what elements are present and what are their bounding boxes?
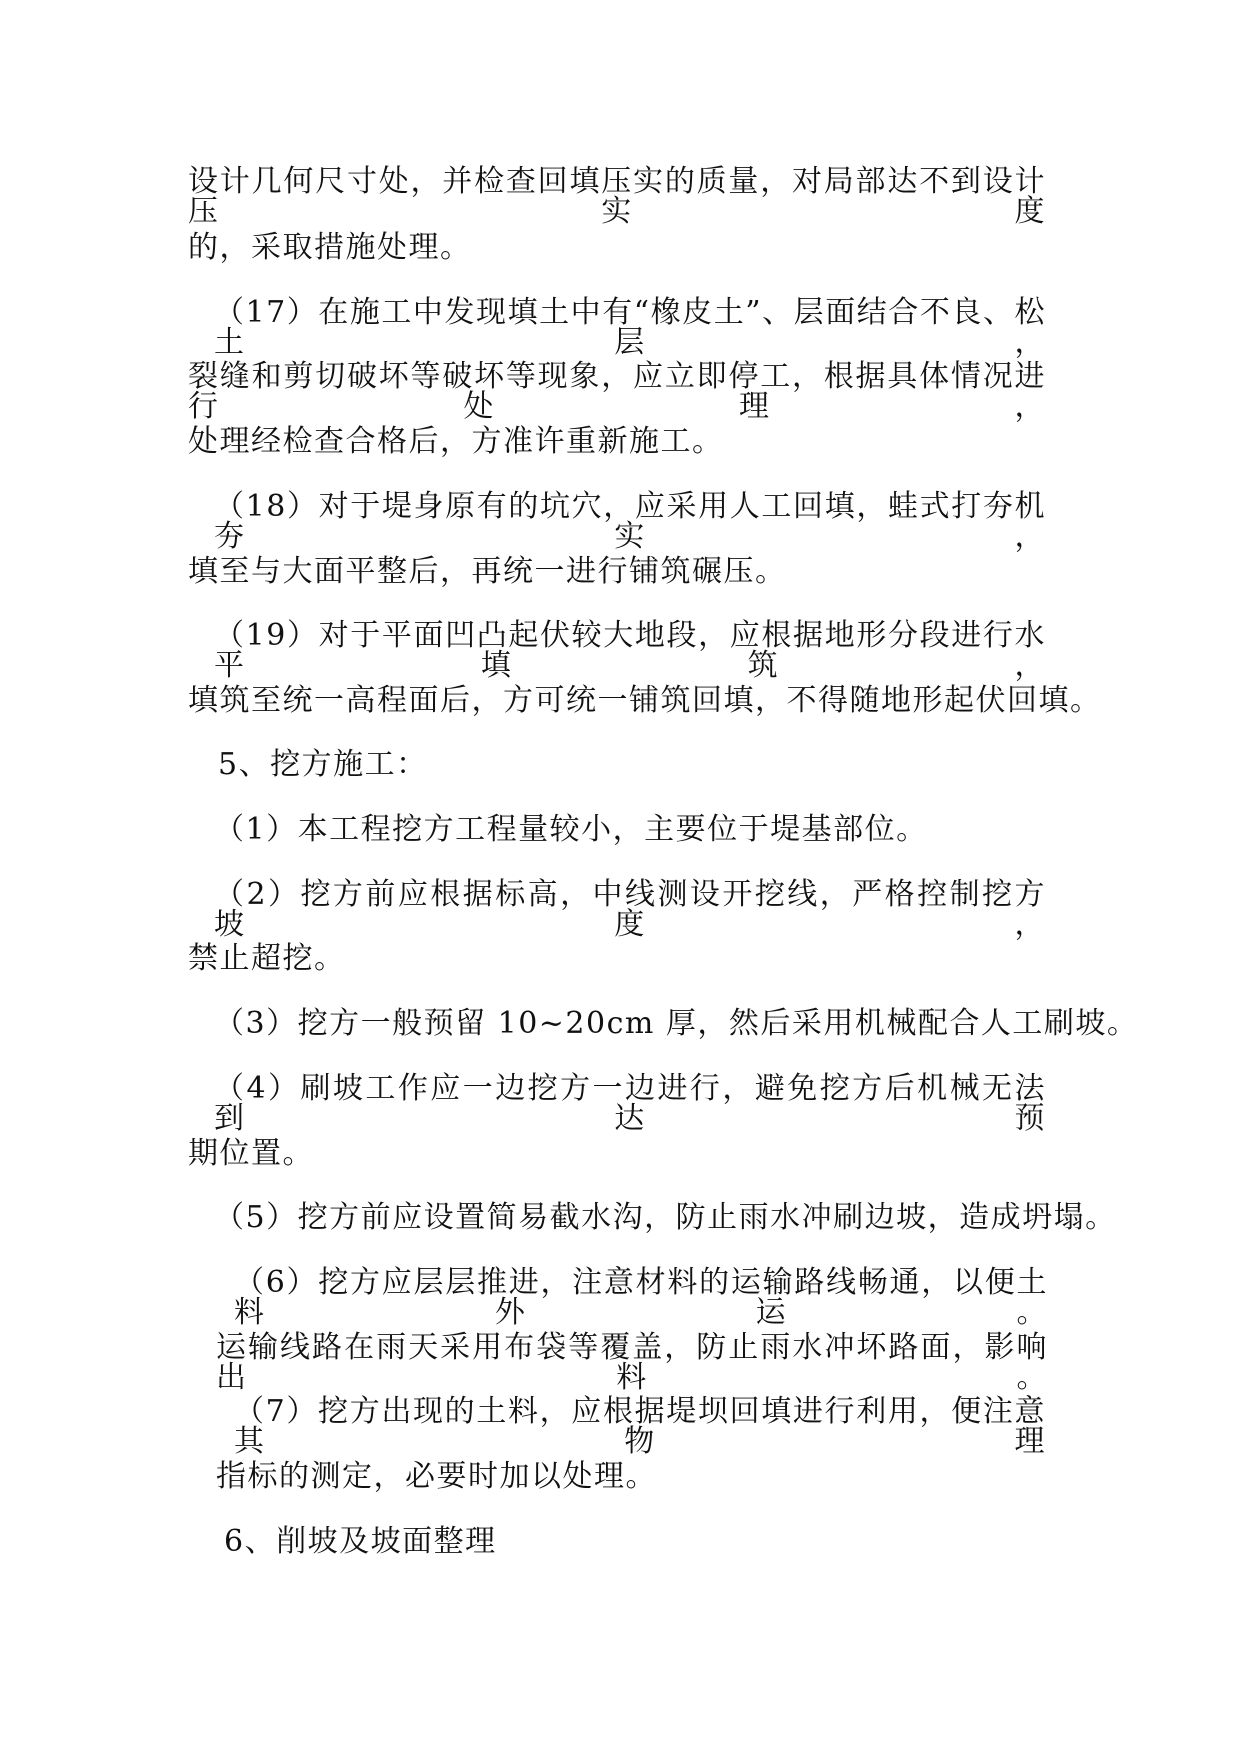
section-heading-6: 6、削坡及坡面整理 bbox=[224, 1524, 497, 1559]
text-line-13: 禁止超挖。 bbox=[188, 941, 346, 976]
text-line-1: 设计几何尺寸处，并检查回填压实的质量，对局部达不到设计压实度 bbox=[188, 164, 1046, 229]
text-line-17: （5）挖方前应设置简易截水沟，防止雨水冲刷边坡，造成坍塌。 bbox=[214, 1200, 1117, 1235]
text-line-7: 填至与大面平整后，再统一进行铺筑碾压。 bbox=[188, 554, 787, 589]
text-line-3: （17）在施工中发现填土中有“橡皮土”、层面结合不良、松土层， bbox=[214, 295, 1046, 360]
text-line-11: （1）本工程挖方工程量较小，主要位于堤基部位。 bbox=[214, 812, 928, 847]
text-line-6: （18）对于堤身原有的坑穴，应采用人工回填，蛙式打夯机夯实， bbox=[214, 489, 1046, 554]
text-line-15: （4）刷坡工作应一边挖方一边进行，避免挖方后机械无法到达预 bbox=[214, 1071, 1046, 1136]
text-line-9: 填筑至统一高程面后，方可统一铺筑回填，不得随地形起伏回填。 bbox=[188, 683, 1102, 718]
text-line-20: （7）挖方出现的土料，应根据堤坝回填进行利用，便注意其物理 bbox=[234, 1394, 1046, 1459]
text-line-14: （3）挖方一般预留 10~20cm 厚，然后采用机械配合人工刷坡。 bbox=[214, 1006, 1139, 1041]
text-line-5: 处理经检查合格后，方准许重新施工。 bbox=[188, 424, 724, 459]
text-line-8: （19）对于平面凹凸起伏较大地段，应根据地形分段进行水平填筑， bbox=[214, 618, 1046, 683]
text-line-18: （6）挖方应层层推进，注意材料的运输路线畅通，以便土料外运。 bbox=[234, 1265, 1048, 1330]
text-line-4: 裂缝和剪切破坏等破坏等现象，应立即停工，根据具体情况进行处理， bbox=[188, 359, 1046, 424]
text-line-12: （2）挖方前应根据标高，中线测设开挖线，严格控制挖方坡度， bbox=[214, 877, 1046, 942]
section-heading-5: 5、挖方施工： bbox=[218, 747, 428, 782]
text-line-16: 期位置。 bbox=[188, 1136, 314, 1171]
text-line-19: 运输线路在雨天采用布袋等覆盖，防止雨水冲坏路面，影响出料。 bbox=[216, 1330, 1048, 1395]
text-line-21: 指标的测定，必要时加以处理。 bbox=[216, 1459, 657, 1494]
text-line-2: 的，采取措施处理。 bbox=[188, 230, 472, 265]
